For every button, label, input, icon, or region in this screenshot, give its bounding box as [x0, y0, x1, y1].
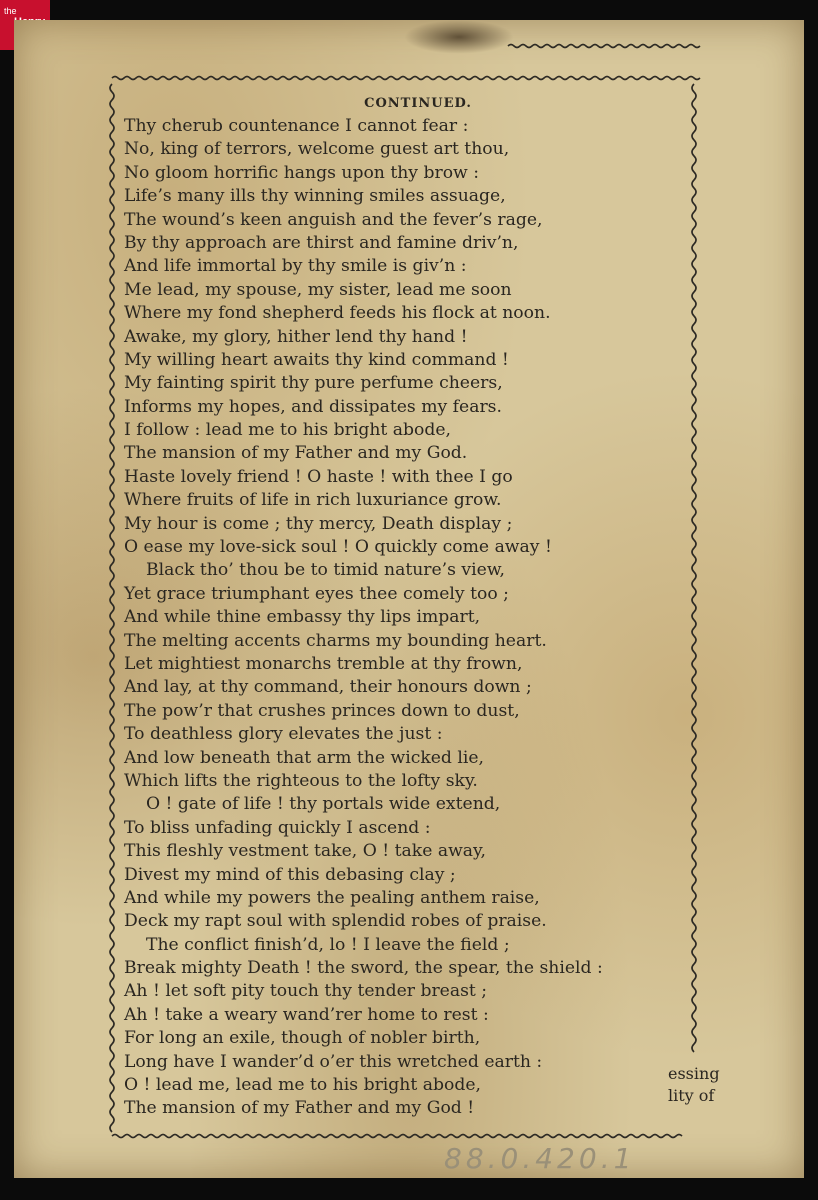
poem-line: The pow’r that crushes princes down to dust,	[124, 700, 520, 721]
poem-line: And life immortal by thy smile is giv’n :	[124, 256, 467, 277]
poem-line: My willing heart awaits thy kind command !	[124, 349, 509, 370]
poem-line: Deck my rapt soul with splendid robes of praise.	[124, 911, 547, 932]
poem-line: Divest my mind of this debasing clay ;	[124, 864, 456, 885]
poem-line: Where fruits of life in rich luxuriance grow.	[124, 490, 502, 511]
poem-line: The conflict finish’d, lo ! I leave the field ;	[146, 934, 510, 955]
poem-line: Informs my hopes, and dissipates my fears.	[124, 396, 502, 417]
poem-line: O ! lead me, lead me to his bright abode,	[124, 1075, 481, 1096]
poem-line: Ah ! take a weary wand’rer home to rest :	[124, 1004, 489, 1025]
poem-line: Where my fond shepherd feeds his flock at noon.	[124, 303, 551, 324]
poem-line: The wound’s keen anguish and the fever’s rage,	[124, 209, 543, 230]
poem-lines	[108, 115, 688, 1121]
accession-number: 88.0.420.1	[444, 1142, 636, 1175]
poem-line: And while thine embassy thy lips impart,	[124, 607, 481, 628]
poem-line: Me lead, my spouse, my sister, lead me soon	[124, 279, 512, 300]
poem-line: Let mightiest monarchs tremble at thy frown,	[124, 653, 523, 674]
logo-the: the	[4, 6, 17, 16]
poem-line: My hour is come ; thy mercy, Death display ;	[124, 513, 513, 534]
poem-line: Awake, my glory, hither lend thy hand !	[124, 326, 468, 347]
poem-line: To bliss unfading quickly I ascend :	[124, 817, 431, 838]
torn-fragment-text-2: lity of	[668, 1086, 715, 1105]
poem-line: Life’s many ills thy winning smiles assuage,	[124, 186, 506, 207]
poem-line: The mansion of my Father and my God !	[124, 1098, 475, 1119]
torn-fragment-text-1: essing	[668, 1064, 720, 1083]
poem-line: Ah ! let soft pity touch thy tender breast ;	[124, 981, 488, 1002]
poem-line: O ease my love-sick soul ! O quickly come away !	[124, 537, 552, 558]
poem-line: Which lifts the righteous to the lofty sky.	[124, 770, 478, 791]
poem-line: The mansion of my Father and my God.	[124, 443, 468, 464]
poem-line: My fainting spirit thy pure perfume cheers,	[124, 373, 503, 394]
poem-line: And low beneath that arm the wicked lie,	[124, 747, 485, 768]
poem-line: Black tho’ thou be to timid nature’s view,	[146, 560, 505, 581]
poem-line: Yet grace triumphant eyes thee comely too ;	[124, 583, 509, 604]
poem-line: And while my powers the pealing anthem raise,	[124, 887, 540, 908]
poem-line: No gloom horrific hangs upon thy brow :	[124, 162, 480, 183]
poem-line: O ! gate of life ! thy portals wide extend,	[146, 794, 501, 815]
poem-text	[108, 93, 688, 1121]
page-heading: CONTINUED.	[364, 96, 472, 111]
poem-line: Long have I wander’d o’er this wretched earth :	[124, 1051, 543, 1072]
poem-line: This fleshly vestment take, O ! take away,	[124, 841, 486, 862]
poem-line: No, king of terrors, welcome guest art thou,	[124, 139, 510, 160]
poem-line: For long an exile, though of nobler birth,	[124, 1028, 481, 1049]
poem-line: To deathless glory elevates the just :	[124, 724, 443, 745]
poem-line: The melting accents charms my bounding heart.	[124, 630, 547, 651]
poem-line: Break mighty Death ! the sword, the spear, the shield :	[124, 958, 603, 979]
poem-line: Thy cherub countenance I cannot fear :	[124, 116, 469, 136]
poem-line: Haste lovely friend ! O haste ! with thee I go	[124, 466, 513, 487]
poem-line: And lay, at thy command, their honours down ;	[124, 677, 532, 698]
poem-line: By thy approach are thirst and famine driv’n,	[124, 232, 519, 253]
poem-line: I follow : lead me to his bright abode,	[124, 420, 452, 441]
